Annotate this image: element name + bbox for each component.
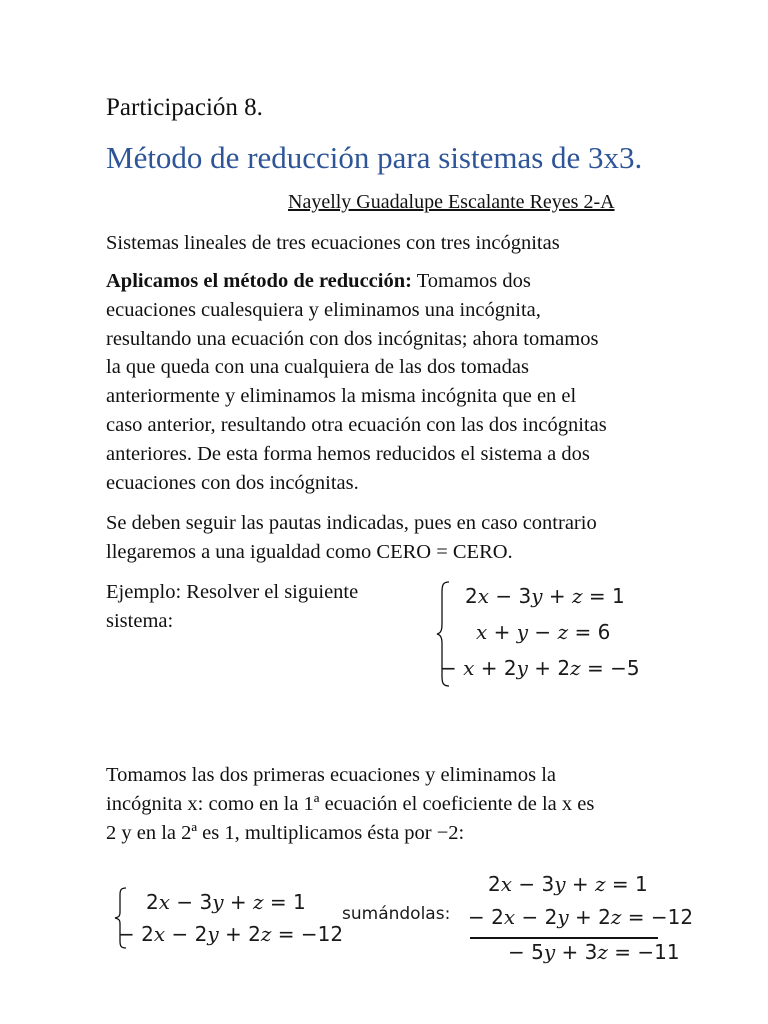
paragraph-rules	[106, 509, 597, 567]
paragraph-line: resultando una ecuación con dos incógnitas; ahora tomamos	[106, 327, 599, 350]
paragraph-line: Tomamos las dos primeras ecuaciones y eliminamos la	[106, 764, 557, 786]
paragraph-line: ecuaciones cualesquiera y eliminamos una incógnita,	[106, 298, 541, 321]
summation-rule	[470, 937, 658, 939]
summation-row-1: 2x − 3y + z = 1	[488, 872, 648, 896]
participation-heading: Participación 8.	[106, 94, 263, 121]
paragraph-line: Se deben seguir las pautas indicadas, pues en caso contrario	[106, 512, 597, 534]
summation-result: − 5y + 3z = −11	[508, 940, 680, 964]
author-line: Nayelly Guadalupe Escalante Reyes 2-A	[288, 191, 615, 213]
paragraph-line: sistema:	[106, 609, 174, 632]
paragraph-text: Tomamos dos	[411, 270, 531, 292]
equation-2: − 2x − 2y + 2z = −12	[118, 922, 344, 946]
bold-lead: Aplicamos el método de reducción:	[106, 270, 412, 292]
paragraph-line: caso anterior, resultando otra ecuación con las dos incógnitas	[106, 413, 607, 436]
paragraph-line: incógnita x: como en la 1ª ecuación el coeficiente de la x es	[106, 792, 595, 815]
paragraph-method	[106, 267, 607, 497]
equation-system-2	[114, 886, 344, 950]
paragraph-line: la que queda con una cualquiera de las dos tomadas	[106, 356, 529, 379]
paragraph-line: Ejemplo: Resolver el siguiente	[106, 581, 359, 603]
paragraph-example	[106, 578, 358, 636]
paragraph-line: ecuaciones con dos incógnitas.	[106, 471, 359, 494]
equation-1: 2x − 3y + z = 1	[465, 584, 625, 608]
summation-row-2: − 2x − 2y + 2z = −12	[468, 905, 694, 929]
equation-system-1	[436, 580, 640, 690]
subtitle: Sistemas lineales de tres ecuaciones con tres incógnitas	[106, 232, 560, 254]
paragraph-line: anteriores. De esta forma hemos reducidos el sistema a dos	[106, 442, 590, 465]
paragraph-line	[106, 267, 607, 296]
paragraph-line: llegaremos a una igualdad como CERO = CERO.	[106, 540, 513, 563]
paragraph-elimination	[106, 761, 594, 847]
summation-label: sumándolas:	[342, 904, 451, 924]
equation-1: 2x − 3y + z = 1	[146, 890, 306, 914]
paragraph-line: anteriormente y eliminamos la misma incógnita que en el	[106, 385, 577, 408]
equation-2: x + y − z = 6	[476, 620, 611, 644]
paragraph-line: 2 y en la 2ª es 1, multiplicamos ésta por −2:	[106, 821, 465, 844]
equation-3: − x + 2y + 2z = −5	[440, 656, 640, 680]
page-title: Método de reducción para sistemas de 3x3.	[106, 140, 643, 175]
